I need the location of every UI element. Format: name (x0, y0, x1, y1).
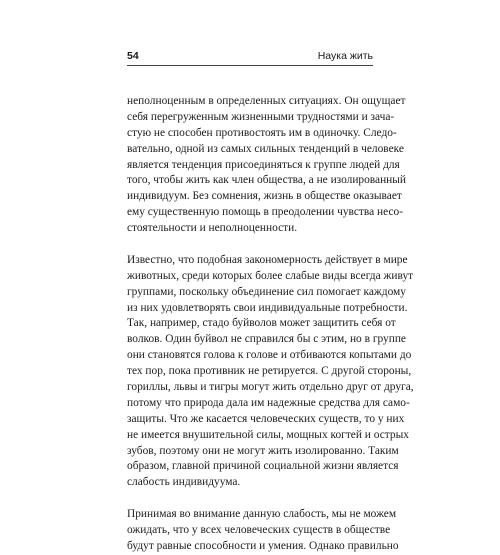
text-line: неполноценным в определенных ситуациях. Он ощущает (127, 95, 406, 107)
text-line: не имеется внушительной силы, мощных когтей и острых (127, 428, 409, 441)
body-text (127, 94, 414, 555)
paragraph-gap (127, 491, 373, 507)
paragraph (127, 253, 414, 491)
text-line: будут равные способности и умения. Однако правильно (127, 539, 399, 552)
paragraph-gap (127, 237, 373, 253)
page-header (127, 36, 373, 62)
text-line: Известно, что подобная закономерность действует в мире (127, 253, 408, 266)
text-line: слабость индивидуума. (127, 476, 241, 489)
page-number: 54 (127, 50, 139, 62)
text-line: индивидуум. Без сомнения, жизнь в обществе оказывает (127, 190, 402, 203)
text-line: зубов, поэтому они не могут жить изолированно. Таким (127, 444, 399, 457)
text-line: животных, среди которых более слабые виды всегда живут (127, 269, 414, 282)
paragraph (127, 94, 407, 237)
text-line: образом, главной причиной социальной жизни является (127, 460, 399, 473)
text-line: ему существенную помощь в преодолении чувства несо- (127, 206, 403, 219)
text-line: того, чтобы жить как член общества, а не изолированный (127, 174, 407, 187)
text-line: стую не способен противостоять им в одиночку. Следо- (127, 126, 397, 139)
text-line: защиты. Что же касается человеческих существ, то у них (127, 412, 405, 425)
text-line: группами, поскольку объединение сил помогает каждому (127, 285, 406, 298)
text-line: из них удовлетворять свои индивидуальные потребности. (127, 301, 408, 314)
running-title: Наука жить (317, 50, 373, 62)
text-line: вательно, одной из самых сильных тенденций в человеке (127, 142, 404, 155)
header-divider (127, 65, 373, 66)
text-line: Так, например, стадо буйволов может защитить себя от (127, 317, 396, 330)
text-line: они становятся голова к голове и отбиваются копытами до (127, 349, 412, 362)
paragraph (127, 507, 399, 555)
text-line: гориллы, львы и тигры могут жить отдельно друг от друга, (127, 381, 414, 394)
text-line: себя перегруженным жизненными трудностями и зача- (127, 110, 395, 123)
text-line: Принимая во внимание данную слабость, мы не можем (127, 508, 397, 521)
text-line: является тенденция присоединяться к группе людей для (127, 158, 400, 171)
text-line: волков. Один буйвол не справился бы с этим, но в группе (127, 333, 406, 346)
text-line: ожидать, что у всех человеческих существ в обществе (127, 524, 391, 537)
text-line: потому что природа дала им надежные средства для само- (127, 396, 410, 409)
text-line: стоятельности и неполноценности. (127, 222, 298, 235)
text-line: тех пор, пока противник не ретируется. С другой стороны, (127, 365, 412, 378)
